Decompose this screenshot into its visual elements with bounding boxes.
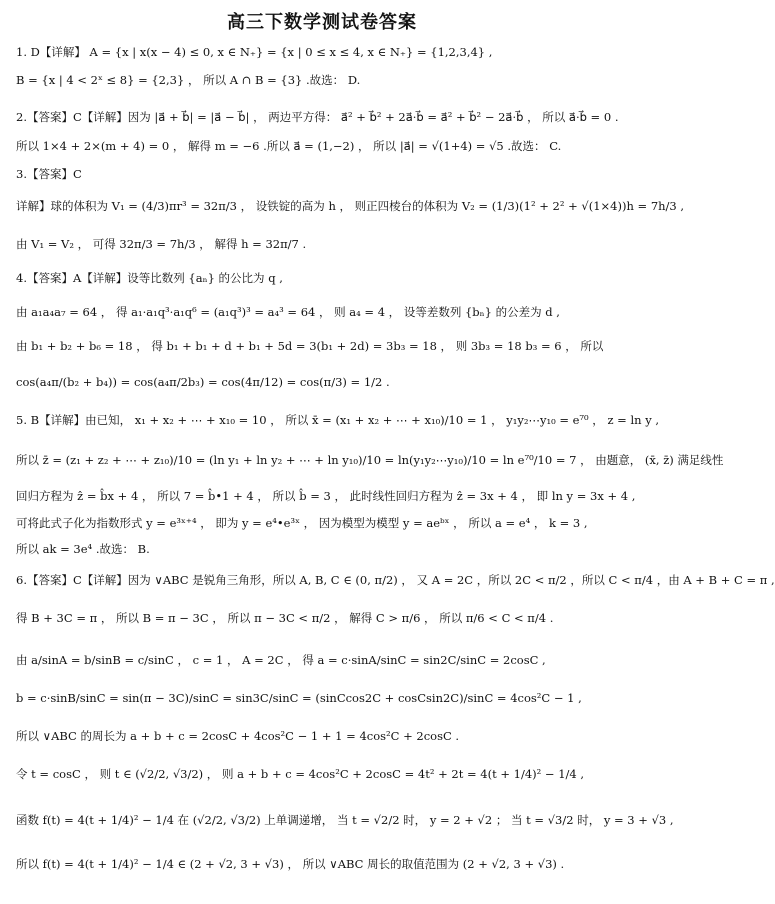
q4-line-1: 4.【答案】A【详解】设等比数列 {aₙ} 的公比为 q , — [16, 271, 283, 285]
q6-line-8: 所以 f(t) = 4(t + 1/4)² − 1/4 ∈ (2 + √2, 3 + √3) ， 所以 ∨ABC 周长的取值范围为 (2 + √2, 3 + √3) . — [16, 857, 565, 871]
q3-line-3: 由 V₁ = V₂ ， 可得 32π/3 = 7h/3 ， 解得 h = 32π/7 . — [16, 237, 307, 251]
q5-line-5: 所以 ak = 3e⁴ .故选： B. — [16, 542, 150, 556]
q5-line-1: 5. B【详解】由已知， x₁ + x₂ + ⋯ + x₁₀ = 10 ， 所以 x̄ = (x₁ + x₂ + ⋯ + x₁₀)/10 = 1 ， y₁y₂⋯y₁₀ = e⁷⁰ ， z = ln y , — [16, 413, 660, 427]
q1-line-1: 1. D【详解】 A = {x | x(x − 4) ≤ 0, x ∈ N₊} = {x | 0 ≤ x ≤ 4, x ∈ N₊} = {1,2,3,4} , — [16, 45, 493, 59]
q3-line-1: 3.【答案】C — [16, 167, 82, 181]
q5-line-3: 回归方程为 ẑ = b̂x + 4 ， 所以 7 = b̂•1 + 4 ， 所以 b̂ = 3 ， 此时线性回归方程为 ẑ = 3x + 4 ， 即 ln y = 3x + 4 , — [16, 489, 636, 503]
q4-line-3: 由 b₁ + b₂ + b₆ = 18 ， 得 b₁ + b₁ + d + b₁ + 5d = 3(b₁ + 2d) = 3b₃ = 18 ， 则 3b₃ = 18 b₃ = 6 ， 所以 — [16, 339, 604, 353]
q6-line-5: 所以 ∨ABC 的周长为 a + b + c = 2cosC + 4cos²C − 1 + 1 = 4cos²C + 2cosC . — [16, 729, 460, 743]
q4-line-2: 由 a₁a₄a₇ = 64 ， 得 a₁·a₁q³·a₁q⁶ = (a₁q³)³ = a₄³ = 64 ， 则 a₄ = 4 ， 设等差数列 {bₙ} 的公差为 d , — [16, 305, 560, 319]
q2-line-1: 2.【答案】C【详解】因为 |a⃗ + b⃗| = |a⃗ − b⃗| ， 两边平方得： a⃗² + b⃗² + 2a⃗·b⃗ = a⃗² + b⃗² − 2a⃗·b⃗ ， 所以 a⃗·b⃗ = 0 . — [16, 110, 619, 124]
q6-line-6: 令 t = cosC ， 则 t ∈ (√2/2, √3/2) ， 则 a + b + c = 4cos²C + 2cosC = 4t² + 2t = 4(t + 1/4)² − 1/4 , — [16, 767, 585, 781]
q6-line-1: 6.【答案】C【详解】因为 ∨ABC 是锐角三角形，所以 A, B, C ∈ (0, π/2) ， 又 A = 2C ，所以 2C < π/2 ，所以 C < π/4 ，由 A + B + C = π , — [16, 573, 775, 587]
q6-line-3: 由 a/sinA = b/sinB = c/sinC ， c = 1 ， A = 2C ， 得 a = c·sinA/sinC = sin2C/sinC = 2cosC , — [16, 653, 546, 667]
q1-line-2: B = {x | 4 < 2ˣ ≤ 8} = {2,3} ， 所以 A ∩ B = {3} .故选： D. — [16, 73, 361, 87]
q6-line-7: 函数 f(t) = 4(t + 1/4)² − 1/4 在 (√2/2, √3/2) 上单调递增， 当 t = √2/2 时， y = 2 + √2 ； 当 t = √3/2 时， y = 3 + √3 , — [16, 813, 674, 827]
q4-line-4: cos(a₄π/(b₂ + b₄)) = cos(a₄π/2b₃) = cos(4π/12) = cos(π/3) = 1/2 . — [16, 375, 390, 389]
q6-line-4: b = c·sinB/sinC = sin(π − 3C)/sinC = sin3C/sinC = (sinCcos2C + cosCsin2C)/sinC = 4cos²C − 1 , — [16, 691, 582, 705]
q5-line-2: 所以 z̄ = (z₁ + z₂ + ⋯ + z₁₀)/10 = (ln y₁ + ln y₂ + ⋯ + ln y₁₀)/10 = ln(y₁y₂⋯y₁₀)/10 = ln e⁷⁰/10 = 7 ， 由题意， (x̄, z̄) 满足线性 — [16, 453, 724, 467]
q6-line-2: 得 B + 3C = π ， 所以 B = π − 3C ， 所以 π − 3C < π/2 ， 解得 C > π/6 ， 所以 π/6 < C < π/4 . — [16, 611, 554, 625]
page-title: 高三下数学测试卷答案 — [227, 12, 417, 33]
q3-line-2: 详解】球的体积为 V₁ = (4/3)πr³ = 32π/3 ， 设铁锭的高为 h ， 则正四棱台的体积为 V₂ = (1/3)(1² + 2² + √(1×4))h = 7h/3 , — [16, 199, 685, 213]
q2-line-2: 所以 1×4 + 2×(m + 4) = 0 ， 解得 m = −6 .所以 a⃗ = (1,−2) ， 所以 |a⃗| = √(1+4) = √5 .故选： C. — [16, 139, 562, 153]
q5-line-4: 可将此式子化为指数形式 y = e³ˣ⁺⁴ ， 即为 y = e⁴•e³ˣ ， 因为模型为模型 y = aeᵇˣ ， 所以 a = e⁴ ， k = 3 , — [16, 516, 588, 530]
